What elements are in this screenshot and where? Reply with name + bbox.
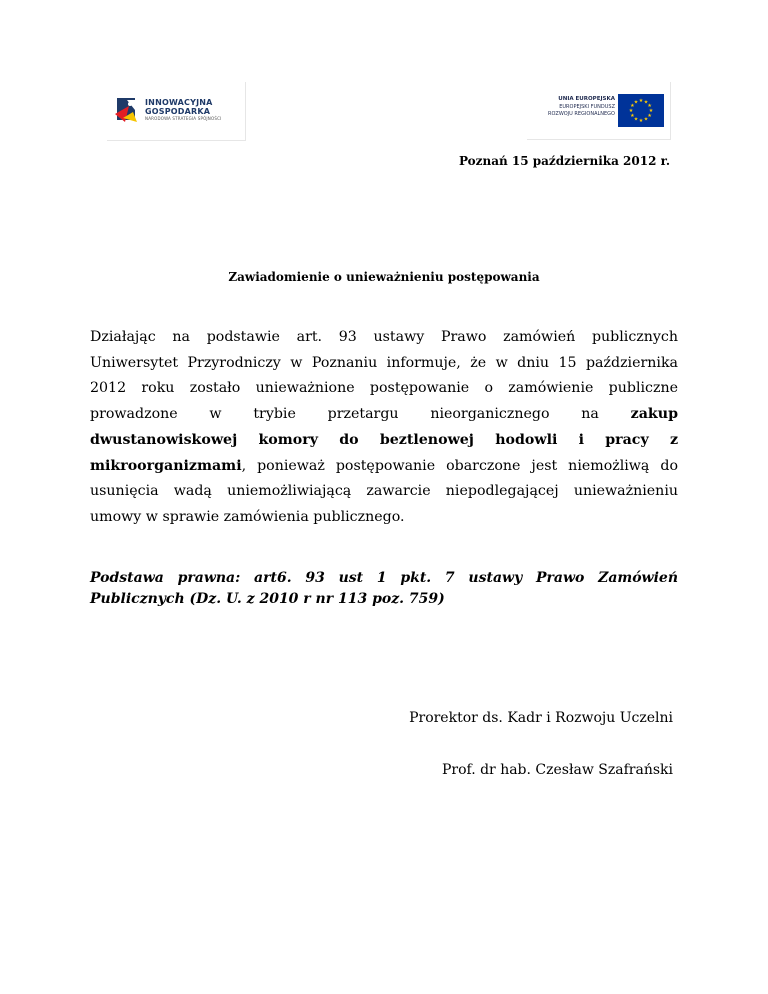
body-line-4-text: prowadzone w trybie przetargu nieorganicznego na [90, 406, 599, 423]
body-line-3: 2012 roku zostało unieważnione postępowanie o zamówienie publiczne [90, 380, 678, 397]
svg-text:★: ★ [648, 108, 654, 114]
svg-text:★: ★ [630, 113, 635, 119]
svg-text:★: ★ [643, 99, 649, 106]
document-title: Zawiadomienie o unieważnieniu postępowania [228, 270, 540, 284]
subject-start: zakup [630, 406, 678, 423]
legal-basis-line-1: Podstawa prawna: art6. 93 ust 1 pkt. 7 ustawy Prawo Zamówień [90, 570, 678, 586]
body-line-6 [90, 454, 678, 480]
svg-text:★: ★ [647, 113, 652, 119]
subject-middle: dwustanowiskowej komory do beztlenowej hodowli i pracy z [90, 431, 678, 448]
innowacyjna-gospodarka-icon [115, 96, 141, 124]
innowacyjna-gospodarka-logo [107, 82, 246, 141]
svg-text:★: ★ [633, 116, 639, 123]
signatory-name: Prof. dr hab. Czesław Szafrański [441, 762, 673, 778]
svg-text:★: ★ [633, 99, 639, 106]
logo-right-line3: ROZWOJU REGIONALNEGO [547, 111, 615, 117]
svg-text:★: ★ [638, 118, 644, 124]
body-line-2: Uniwersytet Przyrodniczy w Poznaniu informuje, że w dniu 15 października [90, 354, 678, 371]
document-body [90, 325, 678, 531]
legal-basis-line-2: Publicznych (Dz. U. z 2010 r nr 113 poz. 759) [90, 591, 445, 607]
body-line-6-text: , ponieważ postępowanie obarczone jest niemożliwą do [241, 457, 678, 474]
eu-flag-icon [618, 94, 664, 127]
logo-left-line1: INNOWACYJNA [145, 98, 213, 107]
body-line-5 [90, 428, 678, 454]
logo-right-line1: UNIA EUROPEJSKA [558, 96, 615, 102]
body-line-4 [90, 402, 678, 428]
legal-basis [90, 568, 678, 610]
subject-end: mikroorganizmami [90, 457, 242, 474]
signatory-position: Prorektor ds. Kadr i Rozwoju Uczelni [409, 710, 673, 726]
svg-text:★: ★ [630, 103, 635, 109]
svg-text:★: ★ [638, 98, 644, 104]
body-line-8: umowy w sprawie zamówienia publicznego. [90, 508, 405, 525]
logo-right-line2: EUROPEJSKI FUNDUSZ [559, 104, 615, 110]
svg-text:★: ★ [628, 108, 634, 114]
logo-left-line2: GOSPODARKA [145, 107, 211, 116]
body-line-7: usunięcia wadą uniemożliwiającą zawarcie niepodlegającej unieważnieniu [90, 483, 678, 500]
document-date: Poznań 15 października 2012 r. [458, 154, 670, 168]
svg-text:★: ★ [643, 116, 649, 123]
logo-left-line3: NARODOWA STRATEGIA SPÓJNOŚCI [145, 116, 222, 121]
svg-text:★: ★ [647, 103, 652, 109]
body-line-1: Działając na podstawie art. 93 ustawy Prawo zamówień publicznych [90, 329, 678, 345]
eu-logo [527, 82, 671, 140]
